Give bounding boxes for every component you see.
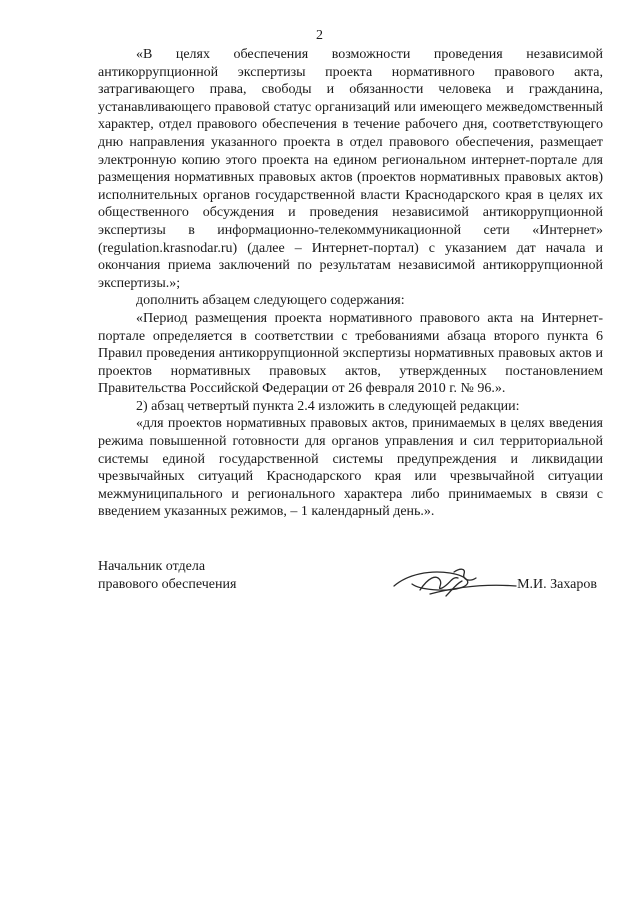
document-body (98, 46, 603, 521)
paragraph-2: дополнить абзацем следующего содержания: (136, 293, 405, 309)
signatory-name: М.И. Захаров (517, 577, 597, 592)
paragraph-3: «Период размещения проекта нормативного правового акта на Интернет-портале определяется в соответствии с требованиями абзаца второго пункта 6 Правил проведения антикоррупционной экспертизы нормативных правовых актов и проектов нормативных правовых актов, утвержденных постановлением Правительства Российской Федерации от 26 февраля 2010 г. № 96.». (98, 310, 603, 397)
signatory-title-line-1: Начальник отдела (98, 559, 206, 574)
paragraph-5: «для проектов нормативных правовых актов, принимаемых в целях введения режима повышенной готовности для органов управления и сил территориальной системы единой государственной системы предупреждения и ликвидации чрезвычайных ситуаций Краснодарского края или чрезвычайной ситуации межмуниципального и регионального характера либо принимаемых в связи с введением указанных режимов, – 1 календарный день.». (98, 416, 603, 520)
page-number: 2 (316, 28, 323, 43)
paragraph-4: 2) абзац четвертый пункта 2.4 изложить в следующей редакции: (136, 398, 520, 414)
handwritten-signature-icon (390, 564, 520, 598)
paragraph-1: «В целях обеспечения возможности проведения независимой антикоррупционной экспертизы проекта нормативного правового акта, затрагивающего права, свободы и обязанности человека и гражданина, устанавливающего правовой статус организаций или имеющего межведомственный характер, отдел правового обеспечения в течение рабочего дня, соответствующего дню направления указанного проекта в отдел правового обеспечения, размещает электронную копию этого проекта на едином региональном интернет-портале для размещения нормативных правовых актов (проектов нормативных правовых актов) исполнительных органов государственной власти Краснодарского края в целях их общественного обсуждения и проведения независимой антикоррупционной экспертизы в информационно-телекоммуникационной сети «Интернет» (regulation.krasnodar.ru) (далее – Интернет-портал) с указанием дат начала и окончания приема заключений по результатам независимой антикоррупционной экспертизы.»; (98, 47, 603, 291)
signatory-title-line-2: правового обеспечения (98, 577, 237, 592)
signature-block (98, 558, 603, 608)
signatory-title (98, 558, 236, 594)
